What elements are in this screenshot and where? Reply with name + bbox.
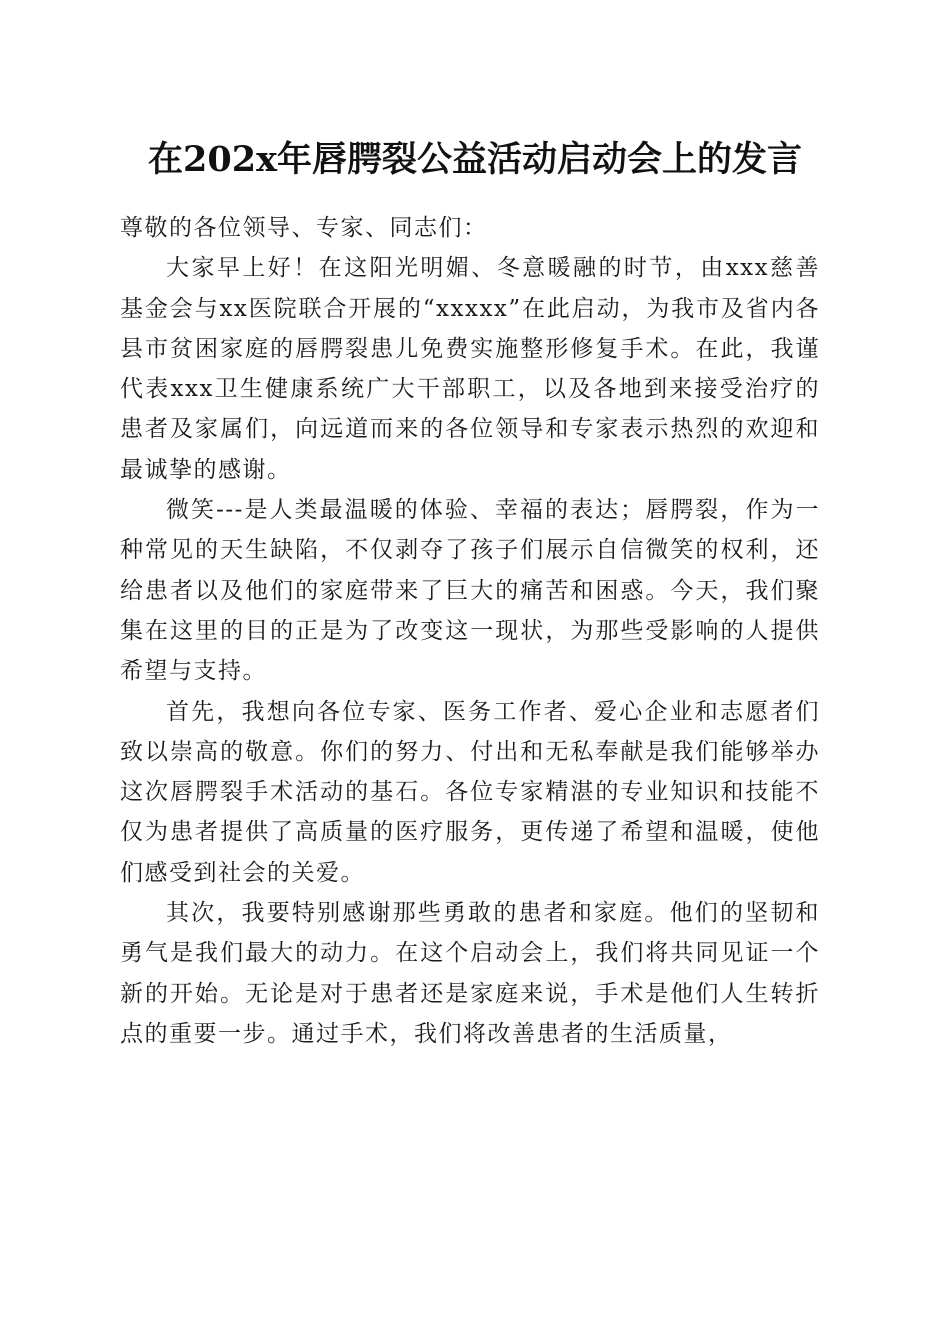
paragraph-thanks-experts: 首先，我想向各位专家、医务工作者、爱心企业和志愿者们致以崇高的敬意。你们的努力、付出和无私奉献是我们能够举办这次唇腭裂手术活动的基石。各位专家精湛的专业知识和技能不仅为患者提供了高质量的医疗服务，更传递了希望和温暖，使他们感受到社会的关爱。 <box>120 698 820 886</box>
document-body <box>120 208 820 1054</box>
page-title: 在202x年唇腭裂公益活动启动会上的发言 <box>148 139 802 180</box>
paragraph-welcome: 大家早上好！在这阳光明媚、冬意暖融的时节，由xxx慈善基金会与xx医院联合开展的“xxxxx”在此启动，为我市及省内各县市贫困家庭的唇腭裂患儿免费实施整形修复手术。在此，我谨代表xxx卫生健康系统广大干部职工，以及各地到来接受治疗的患者及家属们，向远道而来的各位领导和专家表示热烈的欢迎和最诚挚的感谢。 <box>120 255 820 483</box>
salutation: 尊敬的各位领导、专家、同志们： <box>120 215 488 241</box>
paragraph-thanks-patients: 其次，我要特别感谢那些勇敢的患者和家庭。他们的坚韧和勇气是我们最大的动力。在这个启动会上，我们将共同见证一个新的开始。无论是对于患者还是家庭来说，手术是他们人生转折点的重要一步。通过手术，我们将改善患者的生活质量， <box>120 900 820 1047</box>
paragraph-smile: 微笑---是人类最温暖的体验、幸福的表达；唇腭裂，作为一种常见的天生缺陷，不仅剥夺了孩子们展示自信微笑的权利，还给患者以及他们的家庭带来了巨大的痛苦和困惑。今天，我们聚集在这里的目的正是为了改变这一现状，为那些受影响的人提供希望与支持。 <box>120 497 820 685</box>
